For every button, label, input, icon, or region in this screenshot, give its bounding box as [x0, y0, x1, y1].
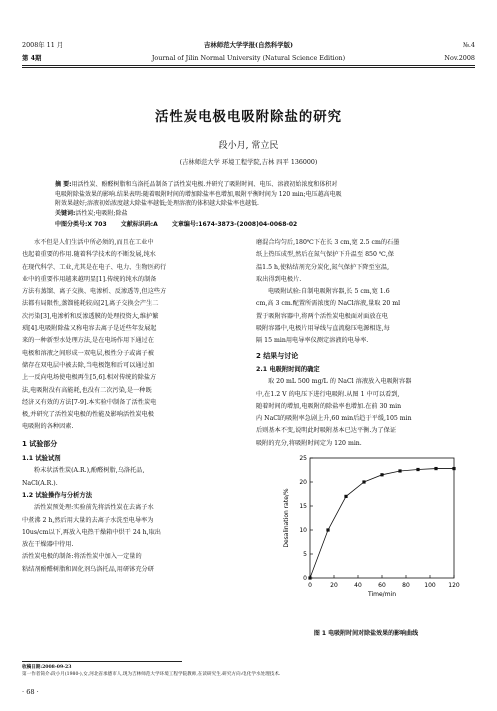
- text-line: 次污染[3],电渗析和反渗透膜的处理投资大,维护繁: [22, 312, 159, 320]
- text-line: 取出得到电极片.: [256, 275, 302, 283]
- section-1-heading: 1 试验部分: [22, 439, 58, 448]
- text-line: 电吸附的各种因素.: [22, 423, 74, 431]
- abstract-line-1: 摘 要:用活性炭、酚醛树脂和乌洛托品制备了活性炭电极.并研究了吸附时间、电压、溶液初始浓度和体积对: [55, 181, 338, 188]
- section-2-heading: 2 结果与讨论: [256, 351, 299, 360]
- header-journal-en: Journal of Jilin Normal University (Natural Science Edition): [151, 54, 346, 62]
- text-line: 经济又有效的方法[7-9].本实验中制备了活性炭电: [22, 398, 157, 406]
- text-line: 也起着重要的作用.随着科学技术的不断发展,纯水: [22, 251, 156, 259]
- header-left-top: 2008年 11 月: [22, 41, 64, 49]
- abstract-line-2: 电吸附除盐效果的影响.结果表明:随着吸附时间的增加除盐率也增加,吸附平衡时间为 120 min;电压越高电吸: [55, 190, 342, 198]
- paper-title: 活性炭电极电吸附除盐的研究: [154, 110, 343, 125]
- section-2-1-text: [256, 376, 476, 450]
- text-line: cm,高 3 cm.配置所需浓度的 NaCl溶液,量取 20 ml: [256, 300, 401, 308]
- section-1-2-heading: 1.2 试验操作与分析方法: [22, 491, 93, 499]
- received-date: 收稿日期:2008-09-23: [22, 665, 72, 670]
- y-axis-label: Desalination rate/%: [283, 488, 290, 548]
- abstract-line-3: 附效果越好;溶液初始浓度越大除盐率越低;处理溶液的体积越大除盐率也越低.: [55, 200, 259, 208]
- y-tick-label: 25: [299, 455, 307, 462]
- text-line: 温1.5 h,使粘结剂充分炭化,氮气保护下降至室温,: [256, 263, 390, 271]
- data-point: [326, 528, 329, 531]
- right-column: [256, 237, 476, 450]
- x-tick-label: 80: [402, 582, 410, 589]
- affiliation: (吉林师范大学 环境工程学院,吉林 四平 136000): [179, 159, 318, 166]
- doc-code: 文献标识码:A: [120, 221, 158, 228]
- y-tick-label: 20: [299, 479, 307, 486]
- data-point: [452, 467, 455, 470]
- figure-1-caption: 图 1 电吸附时间对除盐效果的影响曲线: [313, 630, 419, 637]
- classification-line: [55, 219, 475, 228]
- series-line: [310, 469, 454, 578]
- text-line: 磨混合均匀后,180℃下在长 3 cm,宽 2.5 cm的石墨: [256, 239, 400, 246]
- x-tick-label: 40: [354, 582, 362, 589]
- text-line: 储存在双电层中被去除,当电极饱和后可以通过加: [22, 361, 154, 369]
- text-line: 吸附容器中,电极片用导线与直流稳压电源相连,每: [256, 325, 390, 333]
- x-tick-label: 100: [424, 582, 436, 589]
- clc-number: 中图分类号:X 703: [55, 221, 107, 228]
- x-tick-label: 60: [378, 582, 386, 589]
- text-line: 法,电吸附没有高能耗,也没有二次污染,是一种既: [22, 386, 152, 394]
- text-line: 活性炭电极的制备:将活性炭中加入一定量的: [22, 553, 142, 561]
- article-number: 文章编号:1674-3873-(2008)04-0068-02: [171, 221, 298, 228]
- abstract-label: 摘 要:: [55, 181, 72, 188]
- keywords-label: 关键词:: [55, 210, 76, 218]
- header-left-bottom: 第 4期: [22, 54, 42, 62]
- text-line: 10us/cm以下,再放入电热干燥箱中烘干 24 h,取出: [22, 528, 161, 536]
- data-point: [308, 576, 311, 579]
- section-1-1-heading: 1.1 试验试剂: [22, 455, 61, 463]
- section-1-2-text: [22, 502, 240, 576]
- text-line: 随着时间的增加,电吸附的除盐率也增加.在前 30 min: [256, 402, 402, 410]
- text-line: 隔 15 min用电导率仪测定溶液的电导率.: [256, 337, 369, 345]
- experiment-paragraph: [256, 286, 476, 347]
- text-line: 活性炭预处理:实验前先将活性炭在去离子水: [34, 504, 154, 512]
- y-tick-label: 15: [299, 503, 307, 510]
- header-rule-bottom: [22, 67, 475, 68]
- text-line: 中煮沸 2 h,然后用大量的去离子水洗至电导率为: [22, 516, 154, 524]
- text-line: 粘结剂酚醛树脂和固化剂乌洛托品,用研钵充分研: [22, 565, 154, 573]
- text-line: 在现代科学、工业,尤其是在电子、电力、生物医药行: [22, 263, 167, 271]
- left-column: [22, 237, 240, 576]
- keywords: 关键词:活性炭;电吸附;除盐: [55, 210, 128, 218]
- y-tick-label: 5: [303, 551, 307, 558]
- text-line: 方法有蒸馏、离子交换、电渗析、反渗透等,但这些方: [22, 288, 167, 296]
- data-point: [380, 473, 383, 476]
- text-line: 纸上热压成型,然后在氮气保护下升温至 850 ℃,保: [256, 251, 394, 259]
- x-axis-label: Time/min: [367, 591, 397, 598]
- author-bio: 第一作者简介:段小月(1980-),女,河北省承德市人,现为吉林师范大学环境工程学院教师,在读研究生.研究方向:电化学水处理技术.: [22, 672, 281, 677]
- header-journal-cn: 吉林师范大学学报(自然科学版): [203, 41, 294, 49]
- x-tick-label: 120: [448, 582, 460, 589]
- data-point: [344, 495, 347, 498]
- data-point: [362, 480, 365, 483]
- section-1-1-text: [22, 465, 240, 490]
- text-line: 上一反向电场使电极再生[5,6].相对传统的除盐方: [22, 374, 157, 382]
- text-line: 中,在1.2 V 的电压下进行电吸附.从图 1 中可以看到,: [256, 390, 400, 398]
- section-2-1-heading: 2.1 电吸附时间的确定: [256, 365, 320, 373]
- text-line: 内 NaCl的吸附率急剧上升,60 min后趋于平缓,105 min: [256, 415, 412, 423]
- text-line: 取 20 mL 500 mg/L 的 NaCl 溶液放入电吸附容器: [268, 378, 412, 386]
- text-line: 法都有局限性,蒸馏能耗较高[2],离子交换会产生二: [22, 300, 159, 308]
- text-line: 来的一种新型水处理方法,是在电场作用下通过在: [22, 337, 154, 345]
- text-line: 后则基本不变,说明此时吸附基本已达平衡.为了保证: [256, 427, 397, 435]
- data-point: [398, 469, 401, 472]
- text-line: 极,并研究了活性炭电极的性能及影响活性炭电极: [22, 411, 154, 419]
- data-point: [416, 468, 419, 471]
- y-tick-label: 0: [303, 575, 307, 582]
- text-line: 电吸附试验:自制电吸附容器,长 5 cm,宽 1.6: [268, 288, 390, 296]
- footnote: [22, 664, 477, 678]
- figure-1-chart: [262, 450, 472, 620]
- x-tick-label: 20: [330, 582, 338, 589]
- text-line: 置于吸附容器中,将两个活性炭电极面对面放在电: [256, 312, 388, 320]
- header-date: Nov.2008: [444, 54, 475, 62]
- authors: 段小月, 常立民: [218, 141, 279, 151]
- x-tick-label: 0: [308, 582, 312, 589]
- header-issue: №.4: [462, 41, 475, 49]
- text-line: 吸附的充分,将吸附时间定为 120 min.: [256, 439, 362, 447]
- text-line: 粉末状活性炭(A.R.),酚醛树脂,乌洛托品,: [34, 467, 145, 475]
- page-number: · 68 ·: [22, 688, 39, 696]
- header-rule-top: [22, 65, 475, 66]
- footnote-rule: [22, 661, 182, 662]
- text-line: 放在干燥器中待用.: [22, 541, 74, 549]
- y-tick-label: 10: [299, 527, 307, 534]
- continued-paragraph: [256, 237, 476, 286]
- text-line: 电极和溶液之间形成一双电层,极性分子或离子被: [22, 349, 154, 357]
- abstract: [55, 180, 445, 219]
- intro-paragraph: [22, 237, 240, 434]
- text-line: 业中的重要作用越来越明显[1].传统的纯水的制备: [22, 275, 157, 283]
- text-line: NaCl(A.R.).: [22, 479, 58, 487]
- data-point: [434, 467, 437, 470]
- text-line: 琐[4].电吸附除盐又称电容去离子是近些年发展起: [22, 325, 157, 333]
- text-line: 水不但是人们生活中所必须的,而且在工业中: [34, 239, 154, 246]
